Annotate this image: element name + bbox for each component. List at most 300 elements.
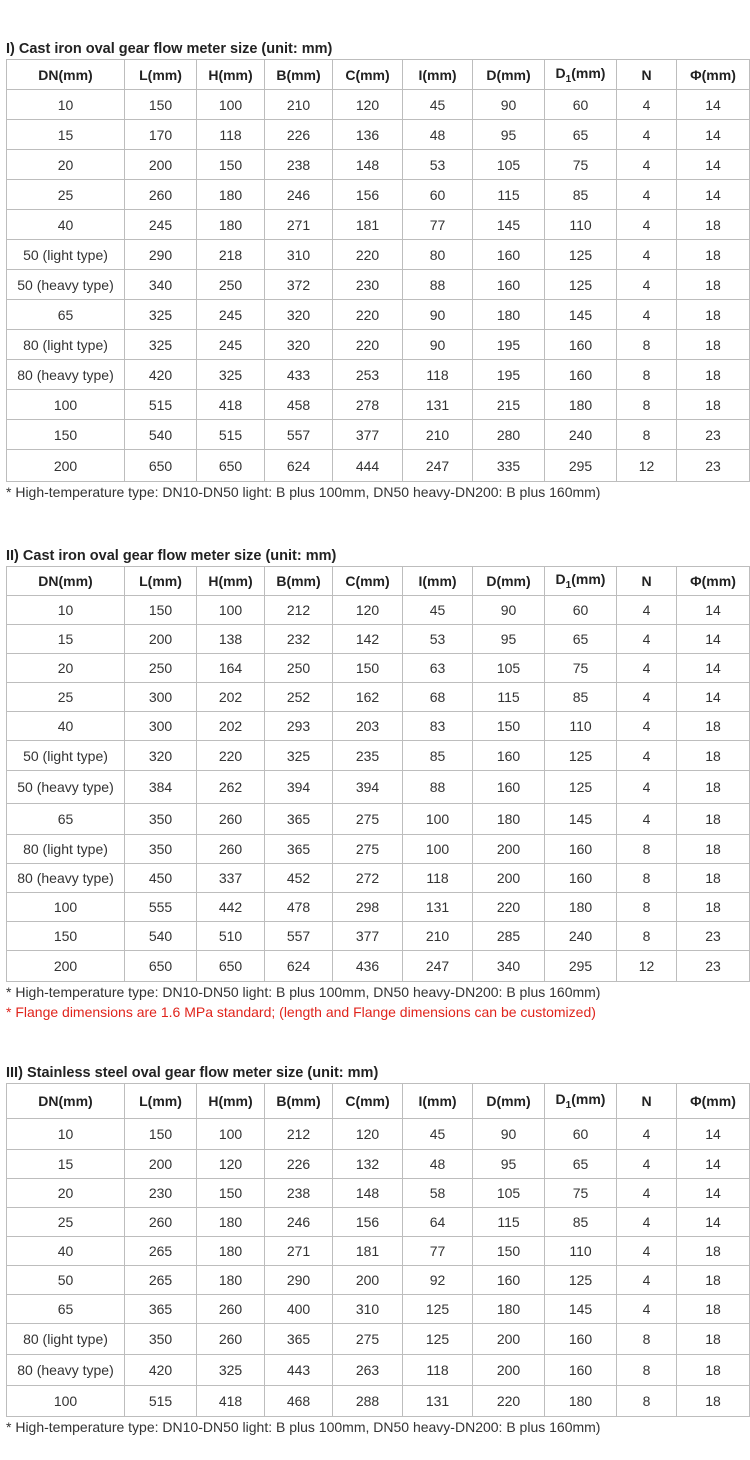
- cell-l: 540: [125, 420, 197, 450]
- cell-d: 115: [473, 180, 545, 210]
- cell-dn: 100: [7, 1386, 125, 1417]
- cell-i: 118: [403, 360, 473, 390]
- cell-phi: 18: [677, 1355, 750, 1386]
- cell-d1: 60: [545, 90, 617, 120]
- cell-h: 202: [197, 712, 265, 741]
- cell-i: 64: [403, 1208, 473, 1237]
- cell-d1: 145: [545, 1295, 617, 1324]
- table-row: [7, 741, 750, 771]
- cell-l: 365: [125, 1295, 197, 1324]
- cell-i: 125: [403, 1295, 473, 1324]
- cell-d1: 65: [545, 625, 617, 654]
- header-d1: $D_1(mm)$: [545, 1084, 617, 1119]
- cell-b: 271: [265, 210, 333, 240]
- header-n: N: [617, 567, 677, 596]
- cell-l: 650: [125, 450, 197, 482]
- table-row: [7, 654, 750, 683]
- cell-c: 235: [333, 741, 403, 771]
- cell-b: 310: [265, 240, 333, 270]
- cell-n: 12: [617, 450, 677, 482]
- cell-h: 515: [197, 420, 265, 450]
- header-i: I(mm): [403, 567, 473, 596]
- cell-n: 4: [617, 210, 677, 240]
- table-row: [7, 922, 750, 951]
- section-title: II) Cast iron oval gear flow meter size (unit: mm): [6, 548, 337, 564]
- cell-i: 100: [403, 804, 473, 835]
- cell-b: 293: [265, 712, 333, 741]
- cell-c: 120: [333, 596, 403, 625]
- cell-l: 350: [125, 804, 197, 835]
- cell-l: 384: [125, 771, 197, 804]
- table-row: [7, 90, 750, 120]
- cell-n: 4: [617, 1150, 677, 1179]
- header-h: H(mm): [197, 567, 265, 596]
- cell-i: 45: [403, 90, 473, 120]
- cell-h: 180: [197, 210, 265, 240]
- cell-n: 4: [617, 270, 677, 300]
- cell-l: 350: [125, 835, 197, 864]
- cell-dn: 50 (heavy type): [7, 270, 125, 300]
- header-l: L(mm): [125, 1084, 197, 1119]
- cell-d: 160: [473, 771, 545, 804]
- cell-n: 4: [617, 300, 677, 330]
- table-row: [7, 450, 750, 482]
- cell-i: 88: [403, 270, 473, 300]
- cell-b: 226: [265, 1150, 333, 1179]
- cell-d: 160: [473, 1266, 545, 1295]
- cell-dn: 15: [7, 625, 125, 654]
- cell-b: 557: [265, 420, 333, 450]
- cell-dn: 25: [7, 1208, 125, 1237]
- cell-d1: 295: [545, 951, 617, 982]
- cell-d1: 160: [545, 864, 617, 893]
- cell-c: 253: [333, 360, 403, 390]
- cell-i: 118: [403, 864, 473, 893]
- cell-l: 325: [125, 330, 197, 360]
- cell-i: 83: [403, 712, 473, 741]
- cell-l: 150: [125, 596, 197, 625]
- cell-c: 120: [333, 1119, 403, 1150]
- cell-d1: 75: [545, 1179, 617, 1208]
- cell-h: 325: [197, 360, 265, 390]
- table-row: [7, 951, 750, 982]
- header-phi: Φ(mm): [677, 567, 750, 596]
- cell-l: 540: [125, 922, 197, 951]
- cell-n: 12: [617, 951, 677, 982]
- cell-l: 300: [125, 683, 197, 712]
- cell-i: 118: [403, 1355, 473, 1386]
- cell-b: 478: [265, 893, 333, 922]
- cell-d: 180: [473, 300, 545, 330]
- cell-d1: 125: [545, 771, 617, 804]
- table-row: [7, 771, 750, 804]
- cell-b: 433: [265, 360, 333, 390]
- cell-phi: 14: [677, 596, 750, 625]
- header-h: H(mm): [197, 1084, 265, 1119]
- cell-d: 90: [473, 90, 545, 120]
- cell-h: 180: [197, 1237, 265, 1266]
- cell-d1: 240: [545, 922, 617, 951]
- cell-phi: 18: [677, 893, 750, 922]
- high-temperature-note: * High-temperature type: DN10-DN50 light: B plus 100mm, DN50 heavy-DN200: B plus 160mm): [6, 484, 601, 500]
- cell-d1: 160: [545, 1355, 617, 1386]
- cell-d: 340: [473, 951, 545, 982]
- cell-l: 260: [125, 1208, 197, 1237]
- cell-n: 4: [617, 180, 677, 210]
- cell-d: 95: [473, 120, 545, 150]
- cell-d: 105: [473, 150, 545, 180]
- cell-dn: 20: [7, 1179, 125, 1208]
- cell-i: 131: [403, 390, 473, 420]
- size-table: [6, 1083, 750, 1417]
- table-row: [7, 625, 750, 654]
- cell-b: 400: [265, 1295, 333, 1324]
- cell-c: 278: [333, 390, 403, 420]
- notes: [6, 982, 750, 1022]
- cell-d1: 75: [545, 150, 617, 180]
- cell-i: 53: [403, 625, 473, 654]
- cell-i: 100: [403, 835, 473, 864]
- cell-phi: 18: [677, 712, 750, 741]
- cell-n: 4: [617, 1237, 677, 1266]
- cell-n: 4: [617, 1119, 677, 1150]
- table-row: [7, 300, 750, 330]
- cell-i: 247: [403, 951, 473, 982]
- cell-phi: 18: [677, 210, 750, 240]
- cell-phi: 23: [677, 450, 750, 482]
- cell-n: 4: [617, 741, 677, 771]
- cell-c: 120: [333, 90, 403, 120]
- cell-dn: 40: [7, 210, 125, 240]
- header-d: D(mm): [473, 567, 545, 596]
- cell-d: 200: [473, 864, 545, 893]
- cell-d1: 60: [545, 1119, 617, 1150]
- cell-l: 420: [125, 1355, 197, 1386]
- cell-h: 180: [197, 180, 265, 210]
- cell-l: 200: [125, 1150, 197, 1179]
- table-row: [7, 240, 750, 270]
- cell-dn: 80 (heavy type): [7, 360, 125, 390]
- cell-h: 138: [197, 625, 265, 654]
- table-row: [7, 1324, 750, 1355]
- cell-d: 160: [473, 240, 545, 270]
- cell-dn: 15: [7, 1150, 125, 1179]
- cell-phi: 18: [677, 804, 750, 835]
- cell-b: 246: [265, 1208, 333, 1237]
- cell-dn: 200: [7, 450, 125, 482]
- notes: [6, 1417, 750, 1437]
- cell-phi: 14: [677, 1208, 750, 1237]
- cell-d1: 65: [545, 120, 617, 150]
- header-i: I(mm): [403, 1084, 473, 1119]
- cell-phi: 14: [677, 120, 750, 150]
- cell-h: 250: [197, 270, 265, 300]
- cell-l: 230: [125, 1179, 197, 1208]
- cell-c: 181: [333, 1237, 403, 1266]
- section-title: I) Cast iron oval gear flow meter size (unit: mm): [6, 41, 333, 57]
- cell-d: 150: [473, 712, 545, 741]
- cell-d1: 180: [545, 1386, 617, 1417]
- cell-phi: 18: [677, 771, 750, 804]
- cell-c: 436: [333, 951, 403, 982]
- cell-d1: 110: [545, 712, 617, 741]
- cell-d1: 125: [545, 741, 617, 771]
- cell-d: 220: [473, 1386, 545, 1417]
- cell-d1: 75: [545, 654, 617, 683]
- cell-i: 210: [403, 420, 473, 450]
- cell-i: 210: [403, 922, 473, 951]
- cell-dn: 40: [7, 1237, 125, 1266]
- cell-c: 136: [333, 120, 403, 150]
- cell-l: 170: [125, 120, 197, 150]
- header-d1: $D_1(mm)$: [545, 567, 617, 596]
- cell-c: 275: [333, 804, 403, 835]
- cell-d: 280: [473, 420, 545, 450]
- table-row: [7, 712, 750, 741]
- cell-dn: 150: [7, 420, 125, 450]
- cell-h: 220: [197, 741, 265, 771]
- section-title: III) Stainless steel oval gear flow meter size (unit: mm): [6, 1065, 379, 1081]
- table-row: [7, 864, 750, 893]
- cell-i: 53: [403, 150, 473, 180]
- cell-dn: 50 (light type): [7, 741, 125, 771]
- cell-dn: 80 (light type): [7, 330, 125, 360]
- cell-phi: 18: [677, 1266, 750, 1295]
- cell-phi: 18: [677, 835, 750, 864]
- cell-d1: 85: [545, 683, 617, 712]
- cell-n: 4: [617, 1208, 677, 1237]
- cell-phi: 14: [677, 180, 750, 210]
- cell-n: 4: [617, 771, 677, 804]
- cell-n: 4: [617, 596, 677, 625]
- cell-l: 265: [125, 1237, 197, 1266]
- cell-l: 320: [125, 741, 197, 771]
- header-b: B(mm): [265, 60, 333, 90]
- header-n: N: [617, 1084, 677, 1119]
- table-row: [7, 150, 750, 180]
- cell-i: 125: [403, 1324, 473, 1355]
- cell-n: 8: [617, 922, 677, 951]
- cell-n: 8: [617, 1355, 677, 1386]
- cell-b: 212: [265, 1119, 333, 1150]
- cell-dn: 65: [7, 804, 125, 835]
- cell-phi: 23: [677, 420, 750, 450]
- cell-i: 48: [403, 1150, 473, 1179]
- cell-d1: 125: [545, 1266, 617, 1295]
- cell-d: 200: [473, 1324, 545, 1355]
- cell-phi: 18: [677, 741, 750, 771]
- cell-n: 4: [617, 240, 677, 270]
- cell-n: 4: [617, 120, 677, 150]
- cell-phi: 18: [677, 240, 750, 270]
- table-row: [7, 1150, 750, 1179]
- cell-b: 250: [265, 654, 333, 683]
- cell-n: 8: [617, 1324, 677, 1355]
- cell-phi: 14: [677, 90, 750, 120]
- cell-l: 260: [125, 180, 197, 210]
- cell-h: 180: [197, 1208, 265, 1237]
- table-row: [7, 420, 750, 450]
- cell-b: 212: [265, 596, 333, 625]
- cell-h: 325: [197, 1355, 265, 1386]
- header-d: D(mm): [473, 1084, 545, 1119]
- table-row: [7, 1266, 750, 1295]
- cell-i: 45: [403, 1119, 473, 1150]
- cell-b: 452: [265, 864, 333, 893]
- cell-b: 320: [265, 300, 333, 330]
- cell-b: 557: [265, 922, 333, 951]
- cell-n: 4: [617, 1266, 677, 1295]
- cell-dn: 80 (heavy type): [7, 1355, 125, 1386]
- cell-n: 4: [617, 683, 677, 712]
- cell-dn: 50: [7, 1266, 125, 1295]
- notes: [6, 482, 750, 502]
- size-table: [6, 59, 750, 482]
- cell-c: 162: [333, 683, 403, 712]
- table-row: [7, 1355, 750, 1386]
- cell-dn: 25: [7, 180, 125, 210]
- cell-d1: 180: [545, 390, 617, 420]
- cell-h: 260: [197, 804, 265, 835]
- cell-b: 210: [265, 90, 333, 120]
- cell-i: 60: [403, 180, 473, 210]
- header-phi: Φ(mm): [677, 1084, 750, 1119]
- cell-c: 220: [333, 240, 403, 270]
- cell-b: 246: [265, 180, 333, 210]
- cell-l: 515: [125, 1386, 197, 1417]
- cell-b: 365: [265, 1324, 333, 1355]
- table-row: [7, 1179, 750, 1208]
- cell-n: 8: [617, 360, 677, 390]
- cell-l: 450: [125, 864, 197, 893]
- cell-n: 4: [617, 1295, 677, 1324]
- table-row: [7, 1119, 750, 1150]
- header-i: I(mm): [403, 60, 473, 90]
- cell-n: 8: [617, 1386, 677, 1417]
- cell-phi: 18: [677, 864, 750, 893]
- cell-i: 48: [403, 120, 473, 150]
- table-row: [7, 596, 750, 625]
- cell-d: 220: [473, 893, 545, 922]
- cell-c: 298: [333, 893, 403, 922]
- high-temperature-note: * High-temperature type: DN10-DN50 light: B plus 100mm, DN50 heavy-DN200: B plus 160mm): [6, 1419, 601, 1435]
- cell-dn: 40: [7, 712, 125, 741]
- cell-d: 160: [473, 741, 545, 771]
- cell-l: 350: [125, 1324, 197, 1355]
- cell-d: 195: [473, 330, 545, 360]
- header-b: B(mm): [265, 1084, 333, 1119]
- cell-h: 418: [197, 390, 265, 420]
- cell-l: 245: [125, 210, 197, 240]
- cell-d: 105: [473, 1179, 545, 1208]
- cell-l: 420: [125, 360, 197, 390]
- cell-i: 80: [403, 240, 473, 270]
- cell-c: 203: [333, 712, 403, 741]
- cell-h: 337: [197, 864, 265, 893]
- header-row: [7, 1084, 750, 1119]
- cell-b: 252: [265, 683, 333, 712]
- header-row: [7, 567, 750, 596]
- cell-d1: 65: [545, 1150, 617, 1179]
- cell-dn: 65: [7, 300, 125, 330]
- cell-i: 90: [403, 330, 473, 360]
- header-dn: DN(mm): [7, 1084, 125, 1119]
- cell-d1: 145: [545, 804, 617, 835]
- cell-i: 92: [403, 1266, 473, 1295]
- cell-l: 325: [125, 300, 197, 330]
- cell-c: 263: [333, 1355, 403, 1386]
- cell-d: 180: [473, 1295, 545, 1324]
- cell-phi: 14: [677, 1150, 750, 1179]
- cell-phi: 14: [677, 625, 750, 654]
- table-row: [7, 1237, 750, 1266]
- table-row: [7, 1208, 750, 1237]
- cell-b: 271: [265, 1237, 333, 1266]
- cell-h: 118: [197, 120, 265, 150]
- cell-h: 100: [197, 596, 265, 625]
- cell-i: 77: [403, 1237, 473, 1266]
- cell-dn: 80 (light type): [7, 1324, 125, 1355]
- cell-d: 160: [473, 270, 545, 300]
- cell-phi: 14: [677, 683, 750, 712]
- cell-l: 290: [125, 240, 197, 270]
- header-c: C(mm): [333, 60, 403, 90]
- cell-l: 555: [125, 893, 197, 922]
- cell-phi: 18: [677, 1386, 750, 1417]
- cell-b: 468: [265, 1386, 333, 1417]
- table-row: [7, 683, 750, 712]
- cell-h: 260: [197, 1324, 265, 1355]
- cell-d: 150: [473, 1237, 545, 1266]
- cell-c: 132: [333, 1150, 403, 1179]
- cell-h: 260: [197, 1295, 265, 1324]
- cell-c: 148: [333, 150, 403, 180]
- cell-c: 156: [333, 180, 403, 210]
- cell-dn: 50 (heavy type): [7, 771, 125, 804]
- cell-l: 250: [125, 654, 197, 683]
- cell-d: 335: [473, 450, 545, 482]
- cell-h: 260: [197, 835, 265, 864]
- cell-i: 131: [403, 893, 473, 922]
- cell-i: 63: [403, 654, 473, 683]
- header-row: [7, 60, 750, 90]
- cell-b: 320: [265, 330, 333, 360]
- cell-d1: 295: [545, 450, 617, 482]
- header-dn: DN(mm): [7, 567, 125, 596]
- cell-phi: 23: [677, 951, 750, 982]
- cell-h: 650: [197, 450, 265, 482]
- table-row: [7, 390, 750, 420]
- cell-n: 8: [617, 835, 677, 864]
- cell-dn: 20: [7, 654, 125, 683]
- cell-l: 265: [125, 1266, 197, 1295]
- cell-dn: 80 (light type): [7, 835, 125, 864]
- cell-i: 58: [403, 1179, 473, 1208]
- table-row: [7, 835, 750, 864]
- table-row: [7, 180, 750, 210]
- cell-dn: 50 (light type): [7, 240, 125, 270]
- cell-d: 90: [473, 1119, 545, 1150]
- header-b: B(mm): [265, 567, 333, 596]
- cell-phi: 23: [677, 922, 750, 951]
- section-stainless-steel: [6, 1064, 750, 1437]
- cell-d: 115: [473, 683, 545, 712]
- cell-c: 181: [333, 210, 403, 240]
- cell-h: 245: [197, 330, 265, 360]
- cell-d1: 145: [545, 300, 617, 330]
- header-h: H(mm): [197, 60, 265, 90]
- cell-d1: 180: [545, 893, 617, 922]
